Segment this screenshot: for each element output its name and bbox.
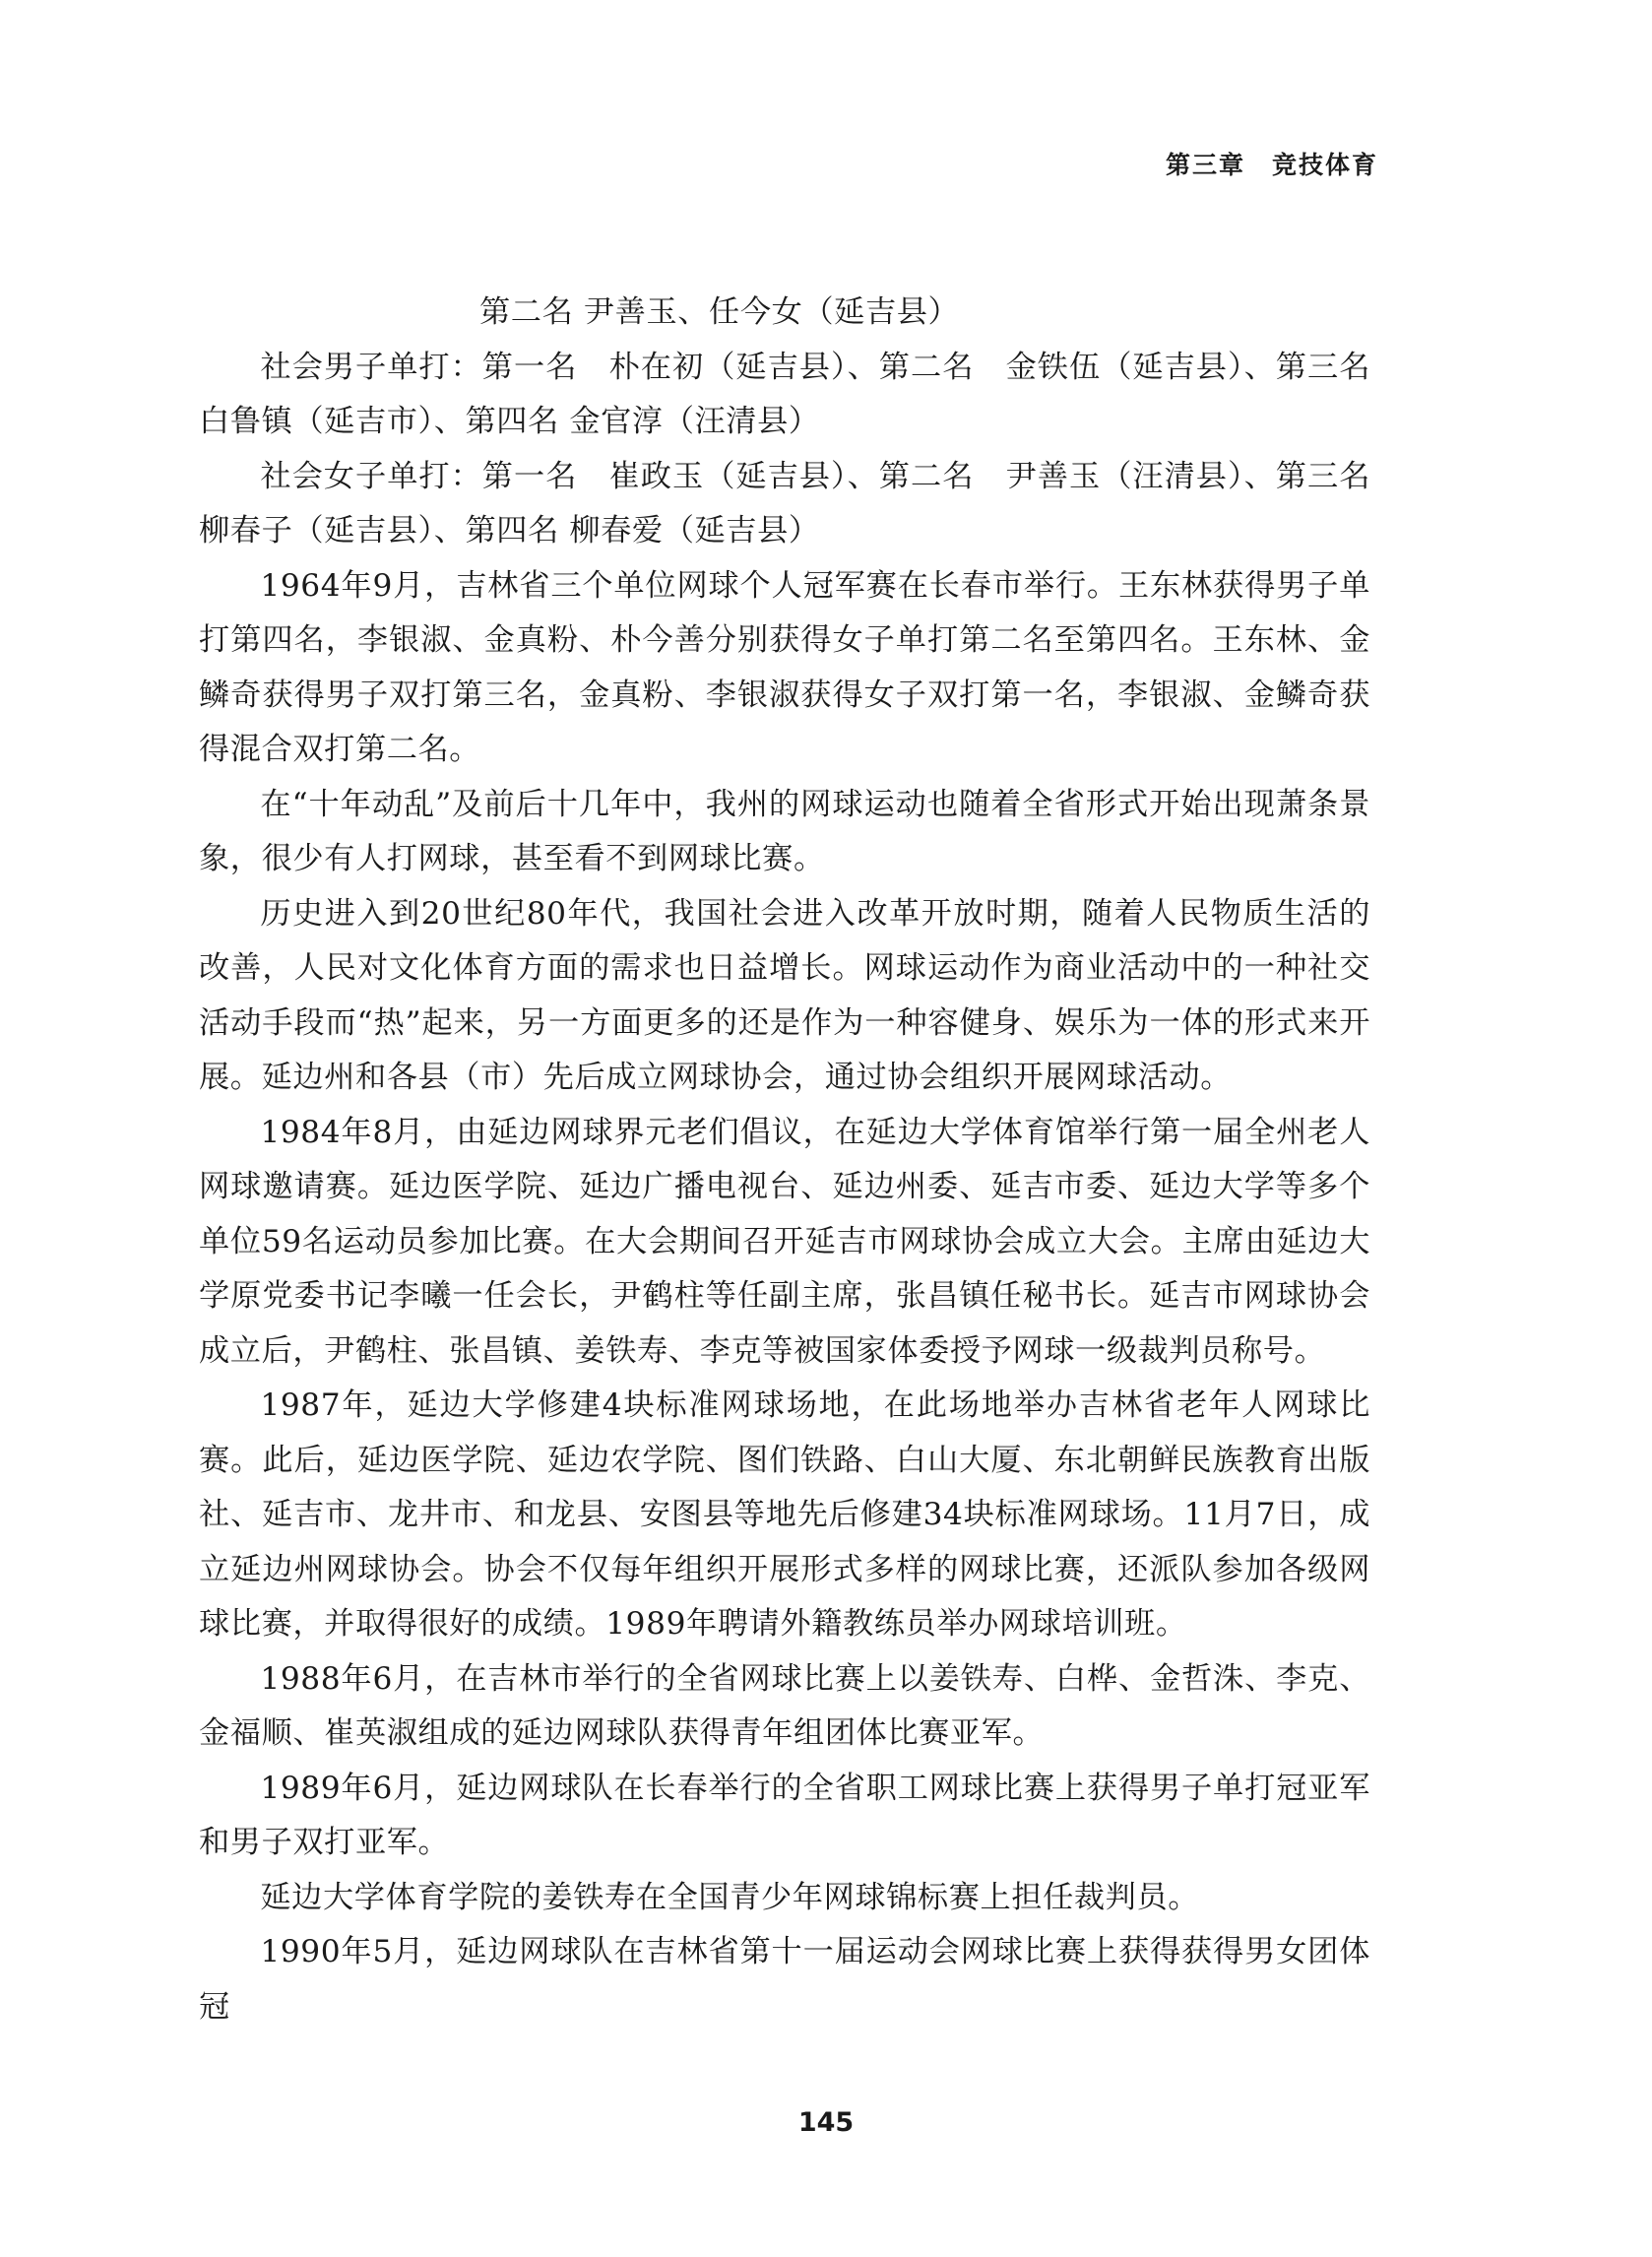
paragraph-1980s: 历史进入到20世纪80年代，我国社会进入改革开放时期，随着人民物质生活的改善，人民对文化体育方面的需求也日益增长。网球运动作为商业活动中的一种社交活动手段而“热”起来，另一方面更多的还是作为一种容健身、娱乐为一体的形式来开展。延边州和各县（市）先后成立网球协会，通过协会组织开展网球活动。 [199, 895, 1370, 1095]
paragraph-result-line: 第二名 尹善玉、任今女（延吉县） [479, 294, 960, 330]
paragraph-referee: 延边大学体育学院的姜铁寿在全国青少年网球锦标赛上担任裁判员。 [260, 1879, 1200, 1915]
paragraph-women-singles: 社会女子单打：第一名 崔政玉（延吉县）、第二名 尹善玉（汪清县）、第三名 柳春子（延吉县）、第四名 柳春爱（延吉县） [199, 458, 1402, 548]
paragraph-1984: 1984年8月，由延边网球界元老们倡议，在延边大学体育馆举行第一届全州老人网球邀请赛。延边医学院、延边广播电视台、延边州委、延吉市委、延边大学等多个单位59名运动员参加比赛。在大会期间召开延吉市网球协会成立大会。主席由延边大学原党委书记李曦一任会长，尹鹤柱等任副主席，张昌镇任秘书长。延吉市网球协会成立后，尹鹤柱、张昌镇、姜铁寿、李克等被国家体委授予网球一级裁判员称号。 [199, 1114, 1370, 1369]
paragraph-1989: 1989年6月，延边网球队在长春举行的全省职工网球比赛上获得男子单打冠亚军和男子双打亚军。 [199, 1770, 1370, 1860]
paragraph-cultural-revolution: 在“十年动乱”及前后十几年中，我州的网球运动也随着全省形式开始出现萧条景象，很少有人打网球，甚至看不到网球比赛。 [199, 786, 1370, 876]
paragraph-1964: 1964年9月，吉林省三个单位网球个人冠军赛在长春市举行。王东林获得男子单打第四名，李银淑、金真粉、朴今善分别获得女子单打第二名至第四名。王东林、金鳞奇获得男子双打第三名，金真粉、李银淑获得女子双打第一名，李银淑、金鳞奇获得混合双打第二名。 [199, 567, 1370, 767]
paragraph-1987: 1987年，延边大学修建4块标准网球场地，在此场地举办吉林省老年人网球比赛。此后，延边医学院、延边农学院、图们铁路、白山大厦、东北朝鲜民族教育出版社、延吉市、龙井市、和龙县、安图县等地先后修建34块标准网球场。11月7日，成立延边州网球协会。协会不仅每年组织开展形式多样的网球比赛，还派队参加各级网球比赛，并取得很好的成绩。1989年聘请外籍教练员举办网球培训班。 [199, 1387, 1370, 1642]
paragraph-men-singles: 社会男子单打：第一名 朴在初（延吉县）、第二名 金铁伍（延吉县）、第三名 白鲁镇（延吉市）、第四名 金官淳（汪清县） [199, 349, 1402, 439]
paragraph-1988: 1988年6月，在吉林市举行的全省网球比赛上以姜铁寿、白桦、金哲洙、李克、金福顺、崔英淑组成的延边网球队获得青年组团体比赛亚军。 [199, 1660, 1370, 1751]
paragraph-1990: 1990年5月，延边网球队在吉林省第十一届运动会网球比赛上获得获得男女团体冠 [199, 1934, 1370, 2025]
page-number: 145 [797, 2107, 855, 2138]
running-head-chapter-title: 第三章 竞技体育 [1165, 151, 1378, 179]
body-text [199, 286, 1402, 2034]
